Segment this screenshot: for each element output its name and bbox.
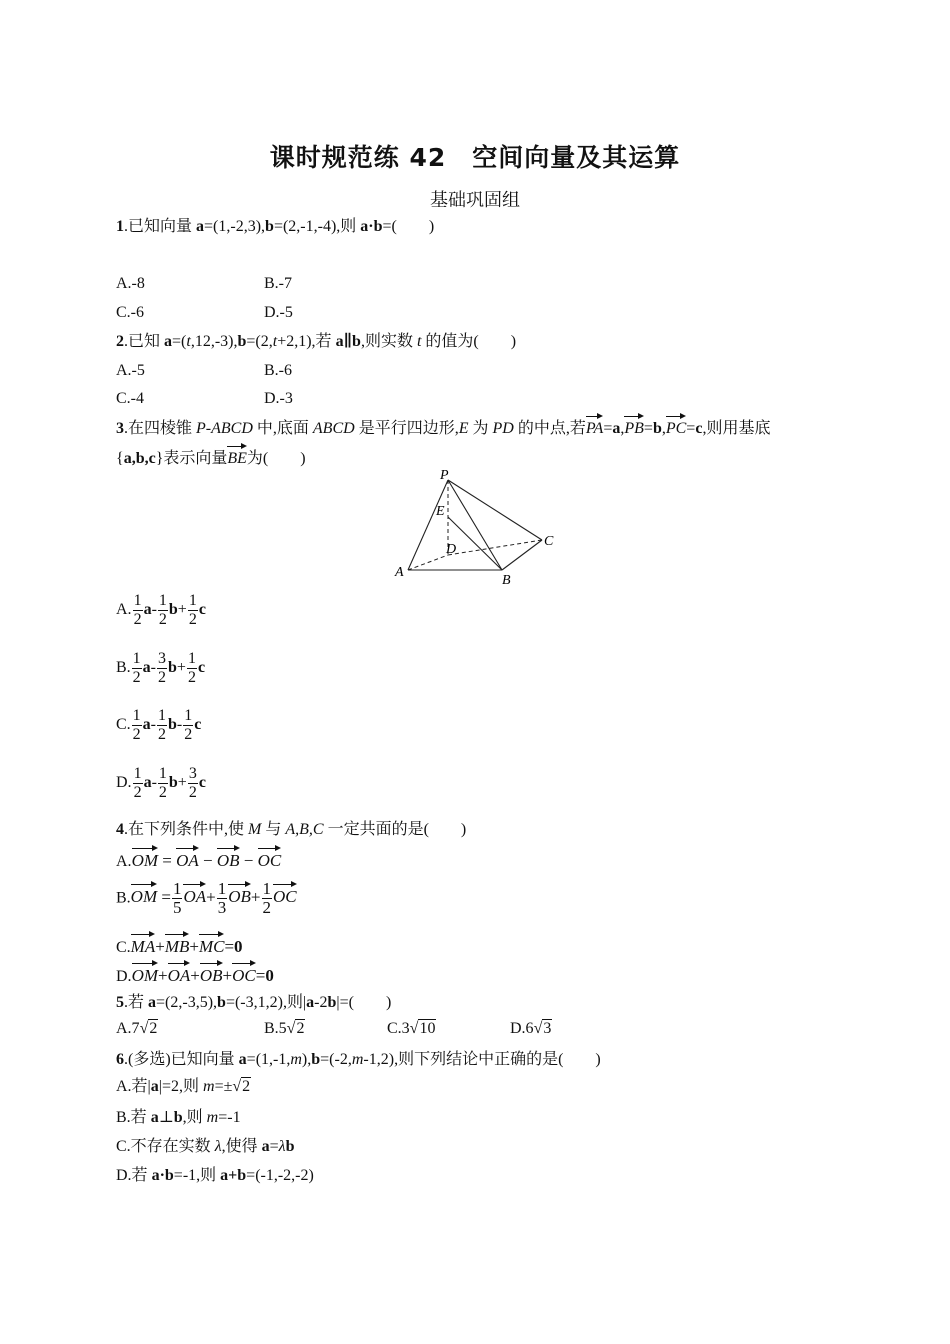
denominator: 2 xyxy=(184,726,193,743)
var-m: m xyxy=(203,1078,215,1095)
operator: + xyxy=(250,887,261,907)
numerator: 1 xyxy=(217,879,227,898)
q1-end: =( ) xyxy=(382,218,435,235)
vec-b: b xyxy=(173,1109,183,1126)
denominator: 2 xyxy=(133,784,142,801)
radicand: 10 xyxy=(419,1020,436,1037)
numerator: 1 xyxy=(188,592,197,609)
q6-text-1: .(多选)已知向量 xyxy=(124,1051,239,1068)
vector-oa: OA xyxy=(176,846,199,872)
vec-b: b xyxy=(285,1138,295,1155)
fraction xyxy=(262,880,273,917)
q2-vec-b: b xyxy=(237,333,247,350)
option-text: |=2,则 xyxy=(158,1078,203,1095)
denominator: 3 xyxy=(217,898,227,917)
operator: = xyxy=(269,1138,279,1155)
option-text: =-1 xyxy=(218,1109,241,1126)
vec: b xyxy=(168,774,178,792)
radicand: 3 xyxy=(543,1020,552,1037)
q5-option-a xyxy=(116,1018,158,1040)
q1-option-d: D.-5 xyxy=(264,304,293,321)
q5-option-c xyxy=(387,1018,436,1040)
operator: - xyxy=(176,716,183,734)
q3-vec-a: a xyxy=(612,420,621,437)
operator: - xyxy=(150,659,156,677)
vector-mb: MB xyxy=(165,932,190,958)
q3-option-d xyxy=(116,765,206,802)
label-b: B xyxy=(502,573,511,588)
vec-a: a xyxy=(150,1078,159,1095)
sqrt: √10 xyxy=(409,1020,436,1037)
operator: − xyxy=(203,851,213,870)
denominator: 2 xyxy=(158,784,167,801)
zero-vector: 0 xyxy=(234,937,243,956)
fraction xyxy=(188,765,198,802)
q3-eq: = xyxy=(603,420,613,437)
radicand: 2 xyxy=(149,1020,158,1037)
vec: a xyxy=(143,601,152,619)
vector-om: OM xyxy=(132,846,158,872)
q2-var-t: t xyxy=(186,333,191,350)
q2-text-7: 的值为( ) xyxy=(421,333,517,350)
label-d: D xyxy=(446,542,457,557)
sqrt: √2 xyxy=(232,1078,251,1095)
vec-a: a xyxy=(150,1109,159,1126)
denominator: 2 xyxy=(188,611,197,628)
q3-text-1: .在四棱锥 xyxy=(124,420,197,437)
q6-number: 6 xyxy=(116,1051,124,1068)
q2-var-t: t xyxy=(272,333,278,350)
operator: = xyxy=(161,887,171,907)
option-text: A.若| xyxy=(116,1078,151,1095)
vec: a xyxy=(143,774,152,792)
q6-option-a xyxy=(116,1076,251,1098)
q1-vec-b: b xyxy=(265,218,274,235)
q3-option-b xyxy=(116,650,205,687)
q3-line2-end: 为( ) xyxy=(246,450,306,467)
fraction xyxy=(133,765,143,802)
operator: = xyxy=(255,966,266,985)
denominator: 2 xyxy=(132,669,141,686)
option-text: D.若 xyxy=(116,1167,152,1184)
q3-vector-pa: PA xyxy=(586,414,603,440)
vector-oc: OC xyxy=(232,961,256,987)
operator: = xyxy=(224,937,235,956)
q3-option-a xyxy=(116,592,206,629)
page-title: 课时规范练 42 空间向量及其运算 xyxy=(269,143,681,172)
q5-vec-b: b xyxy=(327,994,337,1011)
q5-vec-a: a xyxy=(306,994,315,1011)
q4-point-m: M xyxy=(248,821,262,838)
q4-text-2: 与 xyxy=(261,821,286,838)
vector-oa: OA xyxy=(168,961,191,987)
numerator: 1 xyxy=(184,707,193,724)
denominator: 2 xyxy=(262,898,271,917)
vector-ma: MA xyxy=(131,932,156,958)
q6-text-3: ), xyxy=(301,1051,312,1068)
q5-vec-a: a xyxy=(148,994,157,1011)
operator: - xyxy=(151,601,157,619)
vec: b xyxy=(168,659,177,677)
numerator: 1 xyxy=(132,707,141,724)
q2-vec-a: a xyxy=(164,333,173,350)
q3-option-c xyxy=(116,707,201,744)
vec: a xyxy=(142,716,151,734)
fraction xyxy=(132,650,142,687)
q4-number: 4 xyxy=(116,821,124,838)
q1-option-a: A.-8 xyxy=(116,275,145,292)
q2-option-a: A.-5 xyxy=(116,362,145,379)
option-text: =(-1,-2,-2) xyxy=(246,1167,314,1184)
radicand: 2 xyxy=(242,1078,251,1095)
q1-b-value: =(2,-1,-4),则 xyxy=(273,218,361,235)
q5-text-1: .若 xyxy=(124,994,149,1011)
numerator: 1 xyxy=(158,707,166,724)
q6-var-m: m xyxy=(290,1051,302,1068)
vec: c xyxy=(198,601,206,619)
option-label: D. xyxy=(116,774,132,792)
q5-text-3: =(-3,1,2),则| xyxy=(225,994,307,1011)
vector-ob: OB xyxy=(228,882,251,908)
sqrt: √3 xyxy=(533,1020,552,1037)
question-2 xyxy=(116,331,516,353)
label-e: E xyxy=(436,504,445,519)
q3-text-3: 是平行四边形, xyxy=(354,420,459,437)
option-text: =-1,则 xyxy=(173,1167,221,1184)
option-text: C.不存在实数 xyxy=(116,1138,215,1155)
var-lambda: λ xyxy=(278,1138,286,1155)
operator: + xyxy=(222,966,233,985)
numerator: 1 xyxy=(133,765,142,782)
q3-vector-be: BE xyxy=(227,444,247,470)
q4-option-b xyxy=(116,880,297,917)
q3-vector-pc: PC xyxy=(666,414,686,440)
fraction xyxy=(158,765,168,802)
denominator: 2 xyxy=(158,611,167,628)
denominator: 2 xyxy=(187,669,196,686)
q3-pyramid: P-ABCD xyxy=(196,420,253,437)
numerator: 1 xyxy=(262,879,271,898)
q3-text-4: 为 xyxy=(468,420,493,437)
numerator: 1 xyxy=(158,765,167,782)
q3-basis: a,b,c xyxy=(123,450,156,467)
fraction xyxy=(187,650,197,687)
fraction xyxy=(188,592,198,629)
fraction xyxy=(133,592,143,629)
option-text: ,则 xyxy=(182,1109,207,1126)
q6-text-5: -1,2),则下列结论中正确的是( ) xyxy=(363,1051,601,1068)
option-label: D.6 xyxy=(510,1020,534,1037)
q3-number: 3 xyxy=(116,420,124,437)
var-m: m xyxy=(206,1109,219,1126)
operator: + xyxy=(206,887,216,907)
fraction xyxy=(183,707,193,744)
numerator: 1 xyxy=(132,650,141,667)
q5-text-5: |=( ) xyxy=(336,994,392,1011)
q5-option-d xyxy=(510,1018,552,1040)
q1-option-b: B.-7 xyxy=(264,275,292,292)
numerator: 1 xyxy=(172,879,182,898)
q4-option-a xyxy=(116,846,281,873)
q1-number: 1 xyxy=(116,218,124,235)
numerator: 3 xyxy=(188,765,197,782)
q2-text-4: =(2, xyxy=(246,333,273,350)
q3-text-5: 的中点,若 xyxy=(513,420,586,437)
fraction xyxy=(157,707,167,744)
q5-text-4: -2 xyxy=(314,994,328,1011)
zero-vector: 0 xyxy=(265,966,274,985)
option-text: B.若 xyxy=(116,1109,151,1126)
q2-var-t: t xyxy=(416,333,422,350)
vec: c xyxy=(194,716,202,734)
q6-vec-a: a xyxy=(238,1051,247,1068)
q2-text-6: ,则实数 xyxy=(360,333,417,350)
denominator: 5 xyxy=(172,898,182,917)
vector-oa: OA xyxy=(183,882,206,908)
q3-base: ABCD xyxy=(312,420,355,437)
fraction xyxy=(132,707,142,744)
operator: + xyxy=(190,966,200,985)
q1-vec-a: a xyxy=(196,218,205,235)
vector-om: OM xyxy=(131,882,157,908)
q5-vec-b: b xyxy=(217,994,226,1011)
q6-option-b xyxy=(116,1107,241,1129)
operator: + xyxy=(158,966,168,985)
q3-vector-pb: PB xyxy=(624,414,644,440)
fraction xyxy=(217,880,228,917)
operator: + xyxy=(155,937,165,956)
operator: ⊥ xyxy=(158,1109,174,1126)
vec-a: a xyxy=(261,1138,270,1155)
q3-eq: = xyxy=(643,420,653,437)
vector-om: OM xyxy=(132,961,158,987)
vector-oc: OC xyxy=(258,846,282,872)
denominator: 2 xyxy=(132,726,141,743)
radicand: 2 xyxy=(296,1020,305,1037)
section-subtitle: 基础巩固组 xyxy=(430,190,520,211)
q2-text-2: =( xyxy=(172,333,187,350)
question-1 xyxy=(116,216,434,238)
denominator: 2 xyxy=(158,669,166,686)
numerator: 1 xyxy=(133,592,142,609)
q6-var-m: m xyxy=(351,1051,364,1068)
vec: b xyxy=(168,716,177,734)
sqrt: √2 xyxy=(286,1020,305,1037)
q3-segment-pd: PD xyxy=(492,420,514,437)
operator: − xyxy=(243,851,254,870)
vector-oc: OC xyxy=(273,882,297,908)
option-label: B. xyxy=(116,659,131,677)
option-label: C. xyxy=(116,716,131,734)
denominator: 2 xyxy=(158,726,166,743)
option-label: D. xyxy=(116,968,132,985)
option-label: C.3 xyxy=(387,1020,410,1037)
q2-text-1: .已知 xyxy=(124,333,165,350)
option-label: A. xyxy=(116,601,132,619)
operator: - xyxy=(150,716,156,734)
dot-product: a·b xyxy=(151,1167,174,1184)
fraction xyxy=(158,592,168,629)
q2-number: 2 xyxy=(116,333,124,350)
option-label: B. xyxy=(116,889,131,907)
q1-a-value: =(1,-2,3), xyxy=(204,218,266,235)
vector-ob: OB xyxy=(200,961,223,987)
numerator: 1 xyxy=(187,650,196,667)
q5-option-b xyxy=(264,1018,305,1040)
vector-ob: OB xyxy=(217,846,240,872)
q3-brace-open: { xyxy=(116,450,124,467)
fraction xyxy=(157,650,167,687)
option-text: ,使得 xyxy=(221,1138,262,1155)
numerator: 1 xyxy=(158,592,167,609)
question-5 xyxy=(116,992,391,1014)
operator: + xyxy=(176,659,186,677)
question-4 xyxy=(116,819,466,841)
q1-dot-product: a·b xyxy=(360,218,383,235)
q5-text-2: =(2,-3,5), xyxy=(156,994,218,1011)
denominator: 2 xyxy=(133,611,142,628)
label-p: P xyxy=(440,468,449,483)
q3-text-6: ,则用基底 xyxy=(702,420,771,437)
option-label: A. xyxy=(116,853,132,870)
operator: + xyxy=(177,774,187,792)
q4-text-3: 一定共面的是( ) xyxy=(323,821,467,838)
q6-text-4: =(-2, xyxy=(320,1051,352,1068)
question-6 xyxy=(116,1049,601,1071)
option-label: A.7 xyxy=(116,1020,140,1037)
operator: =± xyxy=(214,1078,233,1095)
denominator: 2 xyxy=(188,784,197,801)
q4-option-d xyxy=(116,961,274,988)
q2-option-c: C.-4 xyxy=(116,390,144,407)
fraction xyxy=(172,880,183,917)
var-lambda: λ xyxy=(214,1138,222,1155)
q3-point-e: E xyxy=(458,420,469,437)
q3-vec-c: c xyxy=(695,420,703,437)
q1-text: .已知向量 xyxy=(124,218,197,235)
q3-line2-mid: }表示向量 xyxy=(155,450,228,467)
q6-option-c xyxy=(116,1136,295,1158)
label-a: A xyxy=(395,565,404,580)
q6-text-2: =(1,-1, xyxy=(246,1051,291,1068)
operator: = xyxy=(162,851,172,870)
vector-sum: a+b xyxy=(220,1167,247,1184)
question-3: 3.在四棱锥 P-ABCD 中,底面 ABCD 是平行四边形,E 为 PD 的中点,若PA=a,PB=b,PC=c,则用基底 xyxy=(116,414,770,440)
q4-text-1: .在下列条件中,使 xyxy=(124,821,249,838)
operator: - xyxy=(151,774,157,792)
numerator: 3 xyxy=(158,650,166,667)
q1-option-c: C.-6 xyxy=(116,304,144,321)
q5-number: 5 xyxy=(116,994,124,1011)
q2-text-5: +2,1),若 xyxy=(277,333,336,350)
vec: c xyxy=(198,774,206,792)
option-label: B.5 xyxy=(264,1020,287,1037)
q3-eq: = xyxy=(686,420,696,437)
q4-points: A,B,C xyxy=(285,821,324,838)
q6-option-d xyxy=(116,1165,314,1187)
pyramid-figure xyxy=(390,465,565,590)
q3-vec-b: b xyxy=(652,420,662,437)
q2-parallel: a∥b xyxy=(335,333,361,350)
operator: + xyxy=(177,601,187,619)
sqrt: √2 xyxy=(139,1020,158,1037)
q2-option-b: B.-6 xyxy=(264,362,292,379)
operator: + xyxy=(189,937,199,956)
vec: c xyxy=(197,659,206,677)
q2-option-d: D.-3 xyxy=(264,390,293,407)
option-label: C. xyxy=(116,939,131,956)
vector-mc: MC xyxy=(199,932,225,958)
question-3-line-2 xyxy=(116,444,306,470)
vec: b xyxy=(168,601,178,619)
label-c: C xyxy=(544,534,554,549)
q6-vec-b: b xyxy=(311,1051,321,1068)
q3-text-2: 中,底面 xyxy=(252,420,313,437)
q4-option-c xyxy=(116,932,243,959)
vec: a xyxy=(142,659,151,677)
q2-text-3: ,12,-3), xyxy=(190,333,238,350)
